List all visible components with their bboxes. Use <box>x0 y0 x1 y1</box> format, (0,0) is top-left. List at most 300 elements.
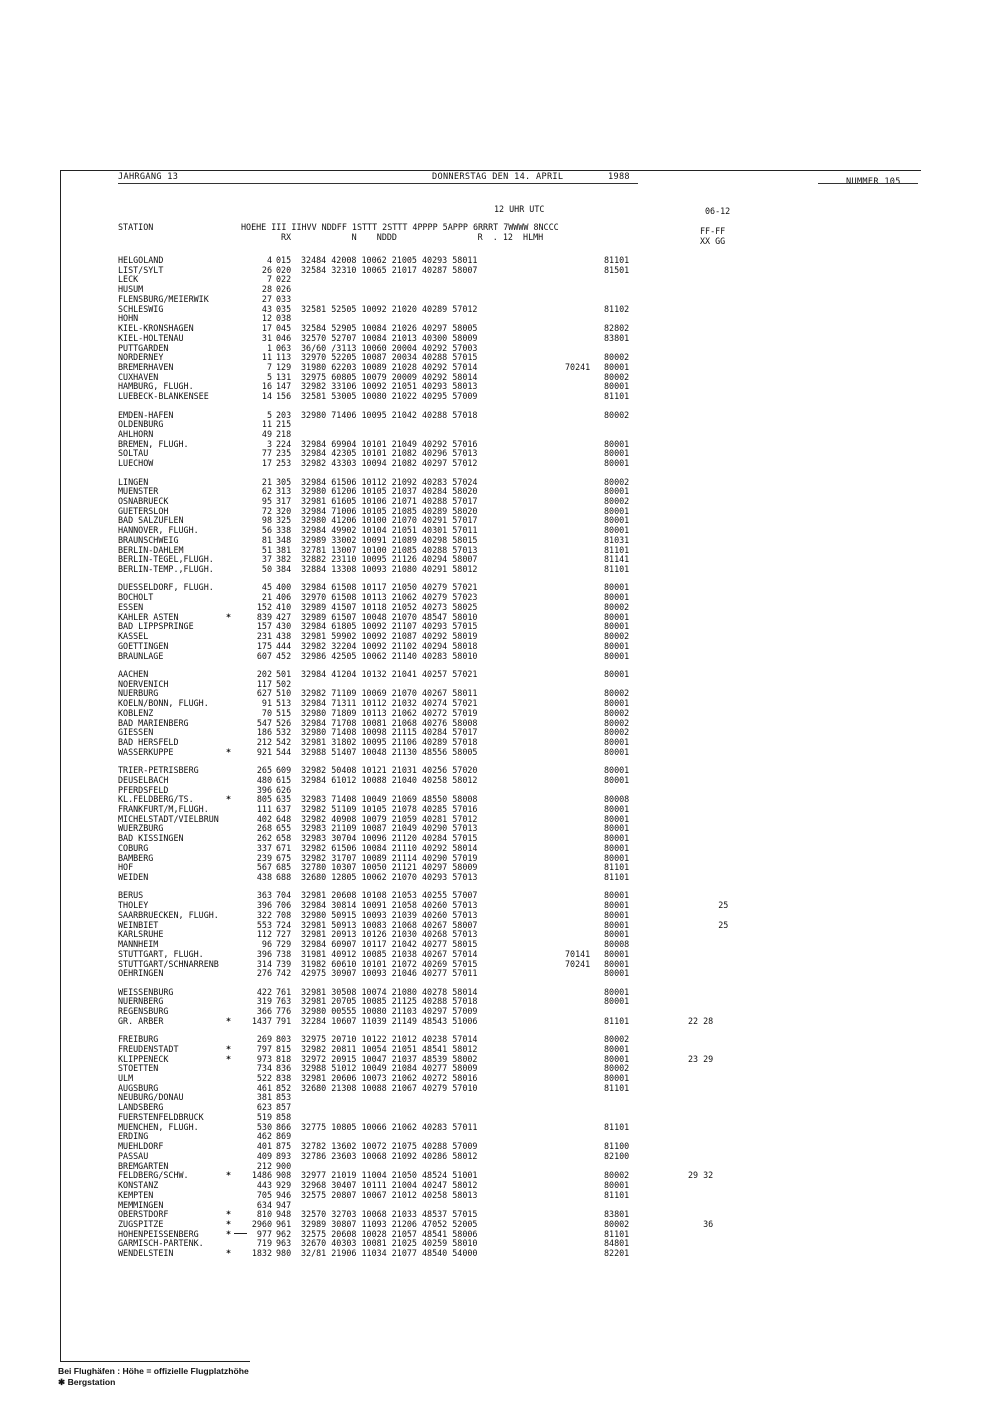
station-height: 461 <box>256 1082 272 1093</box>
station-height: 95 <box>261 495 272 506</box>
station-name: CUXHAVEN <box>118 371 159 382</box>
station-name: MUENSTER <box>118 486 159 497</box>
station-number: 544 <box>276 746 292 757</box>
row-tick <box>234 1233 247 1234</box>
station-name: MUEHLDORF <box>118 1141 164 1152</box>
station-name: NUERBURG <box>118 688 159 699</box>
station-height: 45 <box>261 582 272 593</box>
station-number: 313 <box>276 486 292 497</box>
cloud-group: 80001 <box>604 958 630 969</box>
station-height: 7 <box>266 362 272 373</box>
station-number: 688 <box>276 872 292 883</box>
cloud-group: 80001 <box>604 919 630 930</box>
cloud-group: 80001 <box>604 640 630 651</box>
station-height: 547 <box>256 717 272 728</box>
station-height: 480 <box>256 774 272 785</box>
station-height: 212 <box>256 736 272 747</box>
cloud-group: 80001 <box>604 948 630 959</box>
cloud-group: 80001 <box>604 621 630 632</box>
station-name: BERLIN-TEMP.,FLUGH. <box>118 564 214 575</box>
station-name: LECK <box>118 274 139 285</box>
station-name: NOERVENICH <box>118 678 169 689</box>
station-height: 5 <box>266 409 272 420</box>
observation-groups: 32982 43303 10094 21082 40297 57012 <box>301 458 478 469</box>
station-height: 314 <box>256 958 272 969</box>
station-height: 239 <box>256 852 272 863</box>
station-name: WENDELSTEIN <box>118 1248 174 1259</box>
observation-groups: 32984 71311 10112 21032 40274 57021 <box>301 698 478 709</box>
station-name: HOF <box>118 862 134 873</box>
station-number: 033 <box>276 293 292 304</box>
station-height: 5 <box>266 371 272 382</box>
station-number: 015 <box>276 255 292 265</box>
station-number: 685 <box>276 862 292 873</box>
cloud-group: 80001 <box>604 582 630 593</box>
station-number: 218 <box>276 429 292 439</box>
cloud-group: 83801 <box>604 332 630 343</box>
station-name: AACHEN <box>118 668 149 679</box>
observation-groups: 32980 71809 10113 21062 40272 57019 <box>301 707 478 718</box>
station-name: KIEL-KRONSHAGEN <box>118 323 194 334</box>
wind-gusts: 25 <box>688 919 729 930</box>
cloud-group: 80002 <box>604 1170 630 1181</box>
station-height: 96 <box>261 939 272 950</box>
station-height: 3 <box>266 438 272 449</box>
station-name: HUSUM <box>118 284 144 295</box>
station-number: 908 <box>276 1170 292 1181</box>
station-number: 038 <box>276 313 292 324</box>
cloud-group: 80001 <box>604 438 630 449</box>
station-height: 973 <box>256 1053 272 1064</box>
station-name: KONSTANZ <box>118 1180 159 1191</box>
station-height: 268 <box>256 823 272 834</box>
cloud-group: 82201 <box>604 1248 630 1259</box>
cloud-group: 80001 <box>604 362 630 373</box>
cloud-group: 80002 <box>604 707 630 718</box>
cloud-group: 81101 <box>604 1015 630 1026</box>
observation-groups: 32584 32310 10065 21017 40287 58007 <box>301 264 478 275</box>
station-height: 553 <box>256 919 272 930</box>
observation-groups: 32780 10307 10050 21121 40297 58009 <box>301 862 478 873</box>
station-number: 776 <box>276 1006 292 1017</box>
observation-groups: 32981 50913 10083 21068 40267 58007 <box>301 919 478 930</box>
station-name: WEISSENBURG <box>118 986 174 997</box>
station-height: 7 <box>266 274 272 285</box>
weather-group: 70241 <box>565 958 591 969</box>
observation-groups: 32983 21109 10087 21049 40290 57013 <box>301 823 478 834</box>
station-number: 510 <box>276 688 292 699</box>
cloud-group: 80001 <box>604 505 630 516</box>
station-height: 111 <box>256 803 272 814</box>
footnote-airport: Bei Flughäfen : Höhe = offizielle Flugplatzhöhe <box>58 1366 249 1376</box>
observation-groups: 32982 40908 10079 21059 40281 57012 <box>301 813 478 824</box>
station-height: 810 <box>256 1209 272 1220</box>
observation-groups: 32980 50915 10093 21039 40260 57013 <box>301 909 478 920</box>
cloud-group: 82100 <box>604 1150 630 1161</box>
station-height: 839 <box>256 611 272 622</box>
observation-groups: 32989 61507 10048 21070 48547 58010 <box>301 611 478 622</box>
cloud-group: 80001 <box>604 833 630 844</box>
cloud-group: 81101 <box>604 1228 630 1239</box>
station-name: KL.FELDBERG/TS. <box>118 794 194 805</box>
cloud-group: 80001 <box>604 842 630 853</box>
station-name: NORDERNEY <box>118 352 164 363</box>
observation-groups: 32575 20608 10028 21057 48541 58006 <box>301 1228 478 1239</box>
station-height: 31 <box>261 332 272 343</box>
station-height: 77 <box>261 448 272 459</box>
station-height: 56 <box>261 525 272 536</box>
station-name: FREUDENSTADT <box>118 1043 179 1054</box>
side-caption: FF-FF <box>700 226 726 236</box>
range-caption: 06-12 <box>705 206 731 216</box>
station-number: 400 <box>276 582 292 593</box>
station-number: 320 <box>276 505 292 516</box>
station-height: 797 <box>256 1043 272 1054</box>
observation-groups: 32/81 21906 11034 21077 48540 54000 <box>301 1248 478 1259</box>
observation-groups: 32984 42305 10101 21082 40296 57013 <box>301 448 478 459</box>
station-name: KIEL-HOLTENAU <box>118 332 184 343</box>
station-name: KOELN/BONN, FLUGH. <box>118 698 209 709</box>
issue-number: NUMMER 105 <box>846 177 901 187</box>
station-heading: STATION <box>118 222 154 232</box>
station-number: 203 <box>276 409 292 420</box>
cloud-group: 80001 <box>604 774 630 785</box>
station-number: 893 <box>276 1150 292 1161</box>
station-name: NUERNBERG <box>118 996 164 1007</box>
station-number: 655 <box>276 823 292 834</box>
observation-groups: 32970 61508 10113 21062 40279 57023 <box>301 592 478 603</box>
station-number: 147 <box>276 381 292 392</box>
cloud-group: 81101 <box>604 544 630 555</box>
station-height: 2960 <box>251 1218 272 1229</box>
station-name: GARMISCH-PARTENK. <box>118 1238 204 1249</box>
station-name: BERLIN-TEGEL,FLUGH. <box>118 554 214 565</box>
observation-groups: 31980 62203 10089 21028 40292 57014 <box>301 362 478 373</box>
observation-groups: 32981 30508 10074 21080 40278 58014 <box>301 986 478 997</box>
station-height: 1832 <box>251 1248 272 1259</box>
station-name: DUESSELDORF, FLUGH. <box>118 582 214 593</box>
mountain-marker: * <box>226 794 232 805</box>
station-name: BERLIN-DAHLEM <box>118 544 184 555</box>
station-name: WUERZBURG <box>118 823 164 834</box>
observation-groups: 32680 21308 10088 21067 40279 57010 <box>301 1082 478 1093</box>
station-height: 337 <box>256 842 272 853</box>
observation-groups: 32981 59902 10092 21087 40292 58019 <box>301 631 478 642</box>
station-number: 615 <box>276 774 292 785</box>
cloud-group: 80001 <box>604 736 630 747</box>
station-height: 1486 <box>251 1170 272 1181</box>
observation-groups: 32982 33106 10092 21051 40293 58013 <box>301 381 478 392</box>
station-number: 410 <box>276 601 292 612</box>
station-height: 269 <box>256 1034 272 1045</box>
station-height: 11 <box>261 419 272 430</box>
station-name: STUTTGART, FLUGH. <box>118 948 204 959</box>
observation-groups: 32989 30807 11093 21206 47052 52005 <box>301 1218 478 1229</box>
station-number: 532 <box>276 727 292 738</box>
cloud-group: 80001 <box>604 650 630 661</box>
observation-groups: 32775 10805 10066 21062 40283 57011 <box>301 1121 478 1132</box>
mountain-marker: * <box>226 1228 232 1239</box>
station-height: 157 <box>256 621 272 632</box>
station-number: 348 <box>276 534 292 545</box>
station-name: MANNHEIM <box>118 939 159 950</box>
station-name: GUETERSLOH <box>118 505 169 516</box>
station-height: 519 <box>256 1111 272 1122</box>
station-name: SOLTAU <box>118 448 149 459</box>
cloud-group: 81141 <box>604 554 630 565</box>
cloud-group: 80002 <box>604 688 630 699</box>
cloud-group: 80002 <box>604 371 630 382</box>
observation-groups: 32982 31707 10089 21114 40290 57019 <box>301 852 478 863</box>
station-height: 21 <box>261 476 272 487</box>
table-frame-bottom <box>60 1361 250 1362</box>
station-name: KLIPPENECK <box>118 1053 169 1064</box>
station-name: OSNABRUECK <box>118 495 169 506</box>
observation-groups: 32989 33002 10091 21089 40298 58015 <box>301 534 478 545</box>
station-number: 947 <box>276 1199 292 1210</box>
cloud-group: 80001 <box>604 486 630 497</box>
header-rule <box>118 183 638 184</box>
mountain-marker: * <box>226 1248 232 1259</box>
cloud-group: 80001 <box>604 746 630 757</box>
station-name: EMDEN-HAFEN <box>118 409 174 420</box>
station-name: PASSAU <box>118 1150 149 1161</box>
observation-groups: 36/60 /3113 10060 20004 40292 57003 <box>301 342 478 353</box>
cloud-group: 80001 <box>604 611 630 622</box>
station-height: 402 <box>256 813 272 824</box>
station-number: 526 <box>276 717 292 728</box>
observation-groups: 32984 30814 10091 21058 40260 57013 <box>301 900 478 911</box>
station-number: 502 <box>276 678 292 689</box>
station-number: 706 <box>276 900 292 911</box>
cloud-group: 80001 <box>604 813 630 824</box>
station-number: 542 <box>276 736 292 747</box>
weather-group: 70141 <box>565 948 591 959</box>
station-number: 866 <box>276 1121 292 1132</box>
observation-groups: 32575 20807 10067 21012 40258 58013 <box>301 1189 478 1200</box>
station-name: TRIER-PETRISBERG <box>118 765 199 776</box>
wind-gusts: 23 29 <box>688 1053 714 1064</box>
observation-groups: 32986 42505 10062 21140 40283 58010 <box>301 650 478 661</box>
cloud-group: 81031 <box>604 534 630 545</box>
station-name: MICHELSTADT/VIELBRUN <box>118 813 219 824</box>
observation-groups: 32984 49902 10104 21051 40301 57011 <box>301 525 478 536</box>
station-height: 530 <box>256 1121 272 1132</box>
station-height: 462 <box>256 1131 272 1142</box>
station-name: MUENCHEN, FLUGH. <box>118 1121 199 1132</box>
station-name: KOBLENZ <box>118 707 154 718</box>
station-height: 634 <box>256 1199 272 1210</box>
station-number: 708 <box>276 909 292 920</box>
station-number: 671 <box>276 842 292 853</box>
cloud-group: 80001 <box>604 1073 630 1083</box>
observation-groups: 32982 32204 10092 21102 40294 58018 <box>301 640 478 651</box>
wind-gusts: 29 32 <box>688 1170 714 1181</box>
station-height: 319 <box>256 996 272 1007</box>
station-number: 020 <box>276 264 292 275</box>
station-name: OLDENBURG <box>118 419 164 430</box>
station-name: PFERDSFELD <box>118 784 169 795</box>
observation-groups: 32982 51109 10105 21078 40285 57016 <box>301 803 478 814</box>
station-number: 046 <box>276 332 292 343</box>
cloud-group: 81101 <box>604 1189 630 1200</box>
station-name: LUECHOW <box>118 458 154 469</box>
station-height: 98 <box>261 515 272 526</box>
station-number: 501 <box>276 668 292 679</box>
cloud-group: 80001 <box>604 381 630 392</box>
observation-groups: 32981 20608 10108 21053 40255 57007 <box>301 890 478 901</box>
station-number: 305 <box>276 476 292 487</box>
year-label: 1988 <box>608 172 630 182</box>
cloud-group: 82802 <box>604 323 630 334</box>
cloud-group: 80002 <box>604 631 630 642</box>
station-name: WEINBIET <box>118 919 159 930</box>
station-number: 738 <box>276 948 292 959</box>
station-height: 14 <box>261 391 272 402</box>
observation-groups: 32988 51407 10048 21130 48556 58005 <box>301 746 478 757</box>
station-number: 658 <box>276 833 292 844</box>
cloud-group: 81101 <box>604 1121 630 1132</box>
weather-group: 70241 <box>565 362 591 373</box>
observation-groups: 32984 71006 10105 21085 40289 58020 <box>301 505 478 516</box>
cloud-group: 81101 <box>604 564 630 575</box>
station-name: SCHLESWIG <box>118 303 164 314</box>
station-number: 626 <box>276 784 292 795</box>
station-name: STUTTGART/SCHNARRENB <box>118 958 219 969</box>
station-name: ULM <box>118 1073 134 1083</box>
station-number: 727 <box>276 929 292 940</box>
cloud-group: 80001 <box>604 592 630 603</box>
cloud-group: 80008 <box>604 939 630 950</box>
observation-groups: 32983 30704 10096 21120 40284 57015 <box>301 833 478 844</box>
observation-groups: 32982 71109 10069 21070 40267 58011 <box>301 688 478 699</box>
observation-groups: 32984 61506 10112 21092 40283 57024 <box>301 476 478 487</box>
station-name: COBURG <box>118 842 149 853</box>
station-height: 91 <box>261 698 272 709</box>
station-height: 805 <box>256 794 272 805</box>
station-number: 406 <box>276 592 292 603</box>
cloud-group: 80001 <box>604 525 630 536</box>
station-name: HAMBURG, FLUGH. <box>118 381 194 392</box>
cloud-group: 80001 <box>604 668 630 679</box>
cloud-group: 80001 <box>604 852 630 863</box>
station-height: 443 <box>256 1180 272 1191</box>
station-name: MEMMINGEN <box>118 1199 164 1210</box>
volume-label: JAHRGANG 13 <box>118 172 179 182</box>
cloud-group: 80001 <box>604 1053 630 1064</box>
station-name: WEIDEN <box>118 872 149 883</box>
station-number: 381 <box>276 544 292 555</box>
station-number: 635 <box>276 794 292 805</box>
observation-groups: 32884 13308 10093 21080 40291 58012 <box>301 564 478 575</box>
station-number: 675 <box>276 852 292 863</box>
station-height: 72 <box>261 505 272 516</box>
station-name: BREMGARTEN <box>118 1160 169 1171</box>
station-number: 444 <box>276 640 292 651</box>
station-height: 422 <box>256 986 272 997</box>
date-label: DONNERSTAG DEN 14. APRIL <box>432 172 564 182</box>
observation-groups: 32982 20811 10054 21051 48541 58012 <box>301 1043 478 1054</box>
station-height: 26 <box>261 264 272 275</box>
station-number: 838 <box>276 1073 292 1083</box>
station-number: 427 <box>276 611 292 622</box>
mountain-marker: * <box>226 1053 232 1064</box>
station-name: KASSEL <box>118 631 149 642</box>
station-number: 131 <box>276 371 292 382</box>
footnote-mountain: ✱ Bergstation <box>58 1377 116 1387</box>
station-number: 875 <box>276 1141 292 1152</box>
station-height: 175 <box>256 640 272 651</box>
observation-groups: 32984 41204 10132 21041 40257 57021 <box>301 668 478 679</box>
station-height: 27 <box>261 293 272 304</box>
cloud-group: 80001 <box>604 515 630 526</box>
station-name: PUTTGARDEN <box>118 342 169 353</box>
cloud-group: 81101 <box>604 391 630 402</box>
cloud-group: 80001 <box>604 1043 630 1054</box>
cloud-group: 80002 <box>604 1034 630 1045</box>
station-height: 396 <box>256 784 272 795</box>
observation-groups: 32980 41206 10100 21070 40291 57017 <box>301 515 478 526</box>
station-height: 623 <box>256 1102 272 1113</box>
station-name: FELDBERG/SCHW. <box>118 1170 189 1181</box>
station-height: 51 <box>261 544 272 555</box>
station-height: 627 <box>256 688 272 699</box>
station-number: 704 <box>276 890 292 901</box>
station-number: 637 <box>276 803 292 814</box>
station-number: 961 <box>276 1218 292 1229</box>
station-height: 70 <box>261 707 272 718</box>
station-number: 035 <box>276 303 292 314</box>
cloud-group: 80001 <box>604 823 630 834</box>
station-number: 946 <box>276 1189 292 1200</box>
station-name: FREIBURG <box>118 1034 159 1045</box>
station-height: 16 <box>261 381 272 392</box>
station-number: 948 <box>276 1209 292 1220</box>
observation-groups: 32570 52707 10084 21013 40300 58009 <box>301 332 478 343</box>
mountain-marker: * <box>226 1015 232 1026</box>
observation-groups: 32981 20705 10085 21125 40288 57018 <box>301 996 478 1007</box>
cloud-group: 80001 <box>604 986 630 997</box>
station-name: BRAUNLAGE <box>118 650 164 661</box>
station-height: 567 <box>256 862 272 873</box>
station-number: 129 <box>276 362 292 373</box>
station-name: BAD KISSINGEN <box>118 833 184 844</box>
observation-groups: 32782 13602 10072 21075 40288 57009 <box>301 1141 478 1152</box>
observation-groups: 32786 23603 10068 21092 40286 58012 <box>301 1150 478 1161</box>
station-number: 317 <box>276 495 292 506</box>
column-codes-sub: RX N NDDD R . 12 HLMH <box>281 232 544 242</box>
station-number: 609 <box>276 765 292 776</box>
station-height: 522 <box>256 1073 272 1083</box>
observation-groups: 32982 61506 10084 21110 40292 58014 <box>301 842 478 853</box>
station-number: 515 <box>276 707 292 718</box>
wind-gusts: 25 <box>688 900 729 911</box>
station-number: 338 <box>276 525 292 536</box>
observation-groups: 32982 50408 10121 21031 40256 57020 <box>301 765 478 776</box>
station-name: BAD SALZUFLEN <box>118 515 184 526</box>
station-height: 719 <box>256 1238 272 1249</box>
station-number: 742 <box>276 968 292 979</box>
cloud-group: 80001 <box>604 448 630 459</box>
station-number: 980 <box>276 1248 292 1259</box>
station-name: AHLHORN <box>118 429 154 439</box>
station-height: 17 <box>261 458 272 469</box>
mountain-marker: * <box>226 1218 232 1229</box>
station-name: HOHN <box>118 313 139 324</box>
station-number: 729 <box>276 939 292 950</box>
cloud-group: 80002 <box>604 352 630 363</box>
observation-groups: 31981 40912 10085 21038 40267 57014 <box>301 948 478 959</box>
